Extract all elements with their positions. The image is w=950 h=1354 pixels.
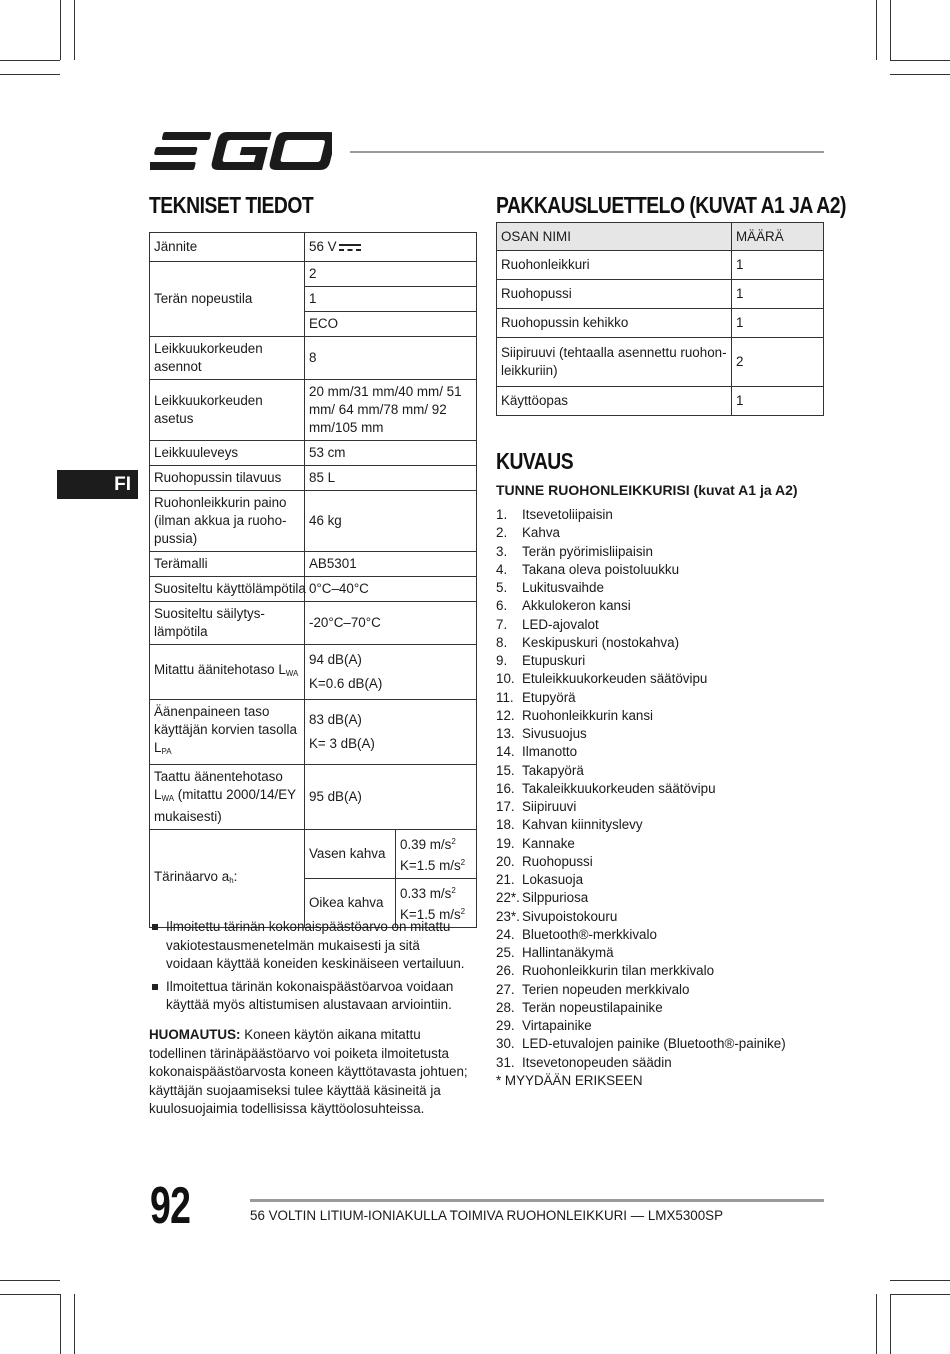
language-tab: FI [57, 470, 138, 499]
part-name: Etupyörä [522, 689, 576, 705]
part-name: Itsevetoliipaisin [522, 507, 613, 522]
crop-mark [890, 74, 950, 75]
list-item [496, 908, 786, 926]
list-item [496, 962, 786, 980]
item-qty: 1 [732, 251, 824, 280]
spec-title: TEKNISET TIEDOT [149, 192, 314, 218]
list-item [496, 616, 786, 634]
list-item [496, 543, 786, 561]
crop-mark [74, 0, 75, 60]
table-row [497, 387, 824, 416]
item-name: Siipiruuvi (tehtaalla asennettu ruohon-leikkuriin) [497, 338, 732, 387]
list-item [496, 743, 786, 761]
spec-value: 53 cm [305, 441, 477, 466]
crop-mark [0, 1280, 60, 1281]
crop-mark [890, 1294, 891, 1354]
spec-value: 95 dB(A) [305, 765, 477, 830]
description-title: KUVAUS [496, 448, 574, 474]
crop-mark [876, 0, 877, 60]
table-row [150, 700, 477, 765]
crop-mark [0, 1294, 60, 1295]
list-item [496, 762, 786, 780]
table-row [150, 441, 477, 466]
item-name: Ruohopussin kehikko [497, 309, 732, 338]
crop-mark [890, 1280, 950, 1281]
crop-mark [890, 1294, 950, 1295]
spec-value: -20°C–70°C [305, 602, 477, 645]
part-number: 3. [496, 543, 508, 559]
spec-label: Ruohonleikkurin paino (ilman akkua ja ruoho-pussia) [150, 491, 305, 552]
table-row [150, 765, 477, 830]
part-number: 19. [496, 835, 515, 851]
part-name: Lukitusvaihde [522, 580, 604, 595]
part-name: Akkulokeron kansi [522, 598, 631, 614]
spec-label: Leikkuukorkeuden asetus [150, 380, 305, 441]
part-number: 9. [496, 653, 508, 668]
part-name: LED-etuvalojen painike (Bluetooth®-painike) [522, 1036, 786, 1052]
list-item [496, 506, 786, 524]
spec-label: Äänenpaineen taso käyttäjän korvien tasolla $L_{PA}$ [150, 700, 305, 765]
list-item [496, 889, 786, 907]
list-item [496, 798, 786, 816]
list-item [496, 725, 786, 743]
list-item [496, 926, 786, 944]
spec-value: 2 [305, 262, 477, 287]
crop-mark [60, 0, 61, 60]
spec-value: 1 [305, 287, 477, 312]
spec-label: Terän nopeustila [150, 262, 305, 337]
table-row [150, 552, 477, 577]
table-row [150, 830, 477, 879]
part-number: 16. [496, 780, 515, 796]
crop-mark [890, 0, 891, 60]
ego-logo [150, 130, 332, 172]
part-number: 4. [496, 561, 508, 577]
part-number: 15. [496, 762, 515, 778]
part-name: Bluetooth®-merkkivalo [522, 926, 657, 942]
list-item [496, 816, 786, 834]
part-name: Sivupoistokouru [522, 908, 618, 924]
part-name: Terien nopeuden merkkivalo [522, 981, 690, 997]
table-header-row [497, 223, 824, 251]
item-qty: 1 [732, 309, 824, 338]
part-number: 30. [496, 1036, 515, 1052]
description-subtitle: TUNNE RUOHONLEIKKURISI (kuvat A1 ja A2) [496, 482, 798, 498]
part-name: Etuleikkuukorkeuden säätövipu [522, 671, 708, 687]
footnote: * MYYDÄÄN ERIKSEEN [496, 1072, 643, 1088]
item-qty: 1 [732, 387, 824, 416]
parts-list [496, 506, 786, 1090]
part-name: Kannake [522, 835, 575, 851]
part-name: Takapyörä [522, 762, 584, 778]
spec-value: 20 mm/31 mm/40 mm/ 51 mm/ 64 mm/78 mm/ 92 mm/105 mm [305, 380, 477, 441]
table-row [150, 645, 477, 700]
item-name: Ruohopussi [497, 280, 732, 309]
list-item [496, 670, 786, 688]
packing-title: PAKKAUSLUETTELO (KUVAT A1 JA A2) [496, 192, 846, 218]
part-name: Takana oleva poistoluukku [522, 561, 680, 577]
page-number: 92 [150, 1177, 191, 1235]
part-name: Sivusuojus [522, 726, 587, 741]
list-item [496, 634, 786, 652]
bullet-list [149, 918, 467, 1019]
part-name: Keskipuskuri (nostokahva) [522, 634, 680, 650]
part-number: 27. [496, 981, 515, 997]
table-row [497, 251, 824, 280]
list-item [496, 561, 786, 579]
spec-label: Terämalli [150, 552, 305, 577]
part-number: 20. [496, 853, 515, 869]
part-name: Virtapainike [522, 1018, 592, 1033]
spec-value: 8 [305, 337, 477, 380]
part-number: 13. [496, 726, 515, 741]
spec-value: 0.39 $m/s^2$ K=1.5 $m/s^2$ [396, 830, 477, 879]
part-name: Takaleikkuukorkeuden säätövipu [522, 780, 716, 796]
table-row [150, 577, 477, 602]
part-name: Ruohopussi [522, 853, 593, 869]
table-row [150, 233, 477, 262]
crop-mark [0, 74, 60, 75]
part-name: Kahva [522, 525, 560, 541]
spec-value: 94 dB(A) K=0.6 dB(A) [305, 645, 477, 700]
crop-mark [890, 60, 950, 61]
bullet-square-icon [152, 984, 158, 990]
part-name: Lokasuoja [522, 872, 584, 887]
spec-label: Mitattu äänitehotaso $L_{WA}$ [150, 645, 305, 700]
spec-value: 46 kg [305, 491, 477, 552]
table-row [150, 337, 477, 380]
part-name: Silppuriosa [522, 890, 589, 906]
note-text: Koneen käytön aikana mitattu todellinen tärinäpäästöarvo voi poiketa ilmoitetusta kokonaispäästöarvosta koneen käyttötavasta johtuen; käyttäjän suojaamiseksi tulee käyttää käsineitä ja kuulosuojaimia todellisissa käyttöolosuhteissa. [149, 1027, 468, 1116]
part-number: 26. [496, 963, 515, 979]
list-item [496, 524, 786, 542]
list-item [496, 835, 786, 853]
item-qty: 1 [732, 280, 824, 309]
crop-mark [60, 1294, 61, 1354]
list-item [496, 652, 786, 670]
bullet-square-icon [152, 924, 158, 930]
footer-title: 56 VOLTIN LITIUM-IONIAKULLA TOIMIVA RUOHONLEIKKURI — LMX5300SP [250, 1208, 724, 1223]
spec-sublabel: Vasen kahva [305, 830, 396, 879]
list-item [496, 707, 786, 725]
part-number: 6. [496, 598, 508, 614]
item-name: Käyttöopas [497, 387, 732, 416]
spec-label: Tärinäarvo $a_h$: [150, 830, 305, 928]
table-row [150, 602, 477, 645]
list-item [496, 689, 786, 707]
part-number: 17. [496, 799, 515, 814]
list-item [496, 1017, 786, 1035]
part-name: LED-ajovalot [522, 616, 599, 632]
part-name: Ruohonleikkurin tilan merkkivalo [522, 963, 715, 979]
part-number: 23*. [496, 908, 520, 924]
part-number: 21. [496, 872, 515, 887]
spec-value: AB5301 [305, 552, 477, 577]
spec-label: Leikkuukorkeuden asennot [150, 337, 305, 380]
spec-table [149, 232, 477, 928]
column-header: OSAN NIMI [497, 223, 732, 251]
spec-label: Leikkuuleveys [150, 441, 305, 466]
part-name: Terän nopeustilapainike [522, 999, 663, 1015]
spec-value: 56 V [305, 233, 477, 262]
item-qty: 2 [732, 338, 824, 387]
part-number: 22*. [496, 890, 520, 906]
part-name: Hallintanäkymä [522, 945, 614, 960]
item-name: Ruohonleikkuri [497, 251, 732, 280]
spec-value: 83 dB(A) K= 3 dB(A) [305, 700, 477, 765]
table-row [150, 491, 477, 552]
list-item [496, 1054, 786, 1072]
part-name: Ilmanotto [522, 744, 578, 760]
header-rule [350, 151, 824, 153]
note-paragraph [149, 1026, 469, 1119]
part-name: Ruohonleikkurin kansi [522, 707, 654, 723]
spec-label: Suositeltu käyttölämpötila [150, 577, 305, 602]
spec-label: Ruohopussin tilavuus [150, 466, 305, 491]
list-item [496, 579, 786, 597]
part-number: 2. [496, 525, 508, 541]
crop-mark [74, 1294, 75, 1354]
part-number: 28. [496, 999, 515, 1015]
spec-value: 0.33 $m/s^2$ K=1.5 $m/s^2$ [396, 879, 477, 928]
spec-value: ECO [305, 312, 477, 337]
part-number: 7. [496, 616, 508, 632]
part-name: Siipiruuvi [522, 799, 577, 814]
part-name: Terän pyörimisliipaisin [522, 543, 653, 559]
spec-label: Jännite [150, 233, 305, 262]
spec-value: 85 L [305, 466, 477, 491]
footer-rule [250, 1199, 824, 1202]
part-number: 14. [496, 744, 515, 760]
list-item [496, 853, 786, 871]
spec-label: Suositeltu säilytys-lämpötila [150, 602, 305, 645]
part-number: 1. [496, 507, 508, 522]
crop-mark [0, 60, 60, 61]
list-item [496, 1035, 786, 1053]
part-number: 12. [496, 707, 515, 723]
list-item: Ilmoitettu tärinän kokonaispäästöarvo on mitattu vakiotestausmenetelmän mukaisesti ja sitä voidaan käyttää koneiden keskinäiseen vertailuun. [149, 918, 467, 974]
part-name: Kahvan kiinnityslevy [522, 817, 643, 833]
table-row [497, 309, 824, 338]
part-number: 10. [496, 671, 515, 687]
part-number: 11. [496, 689, 514, 705]
list-item: Ilmoitettua tärinän kokonaispäästöarvoa voidaan käyttää myös altistumisen alustavaan arviointiin. [149, 978, 467, 1015]
part-number: 29. [496, 1018, 515, 1033]
spec-label: Taattu äänentehotaso $L_{WA}$ (mitattu 2000/14/EY mukaisesti) [150, 765, 305, 830]
part-number: 25. [496, 945, 515, 960]
part-number: 5. [496, 580, 508, 595]
part-number: 31. [496, 1054, 515, 1070]
part-name: Etupuskuri [522, 653, 586, 668]
dc-symbol-icon [339, 243, 361, 252]
list-item [496, 944, 786, 962]
table-row [150, 466, 477, 491]
list-item [496, 981, 786, 999]
crop-mark [876, 1294, 877, 1354]
list-item [496, 871, 786, 889]
table-row [150, 262, 477, 287]
list-item [496, 780, 786, 798]
list-item [496, 597, 786, 615]
part-number: 8. [496, 634, 508, 650]
note-label: HUOMAUTUS: [149, 1027, 241, 1042]
table-row [497, 338, 824, 387]
table-row [497, 280, 824, 309]
part-number: 24. [496, 926, 515, 942]
spec-sublabel: Oikea kahva [305, 879, 396, 928]
part-number: 18. [496, 817, 515, 833]
part-name: Itsevetonopeuden säädin [522, 1054, 672, 1070]
table-row [150, 380, 477, 441]
spec-value: 0°C–40°C [305, 577, 477, 602]
list-item [496, 999, 786, 1017]
column-header: MÄÄRÄ [732, 223, 824, 251]
packing-table [496, 222, 824, 416]
